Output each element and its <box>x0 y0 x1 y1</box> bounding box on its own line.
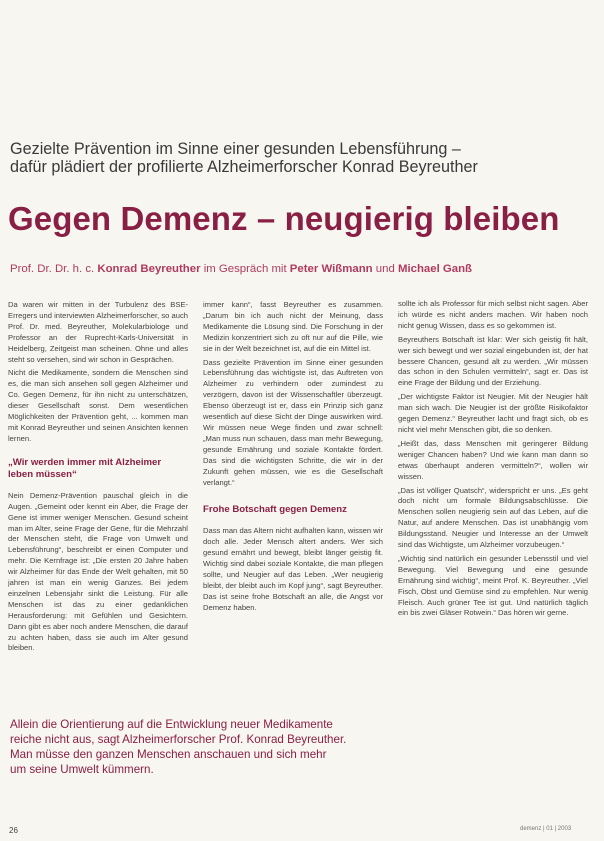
pull-quote-line: Man müsse den ganzen Menschen anschauen und sich mehr <box>10 748 327 761</box>
paragraph: „Wichtig sind natürlich ein gesunder Lebensstil und viel Bewegung. Viel Bewegung und eine gesunde Ernährung sind wichtig“, meint Prof. K. Beyreuther. „Viel Fisch, Obst und Gemüse sind zu empfehlen. Nur wenig Fleisch. Auch grüner Tee ist gut. Und natürlich täglich ein bis zwei Gläser Rotwein.“ Das hören wir gerne. <box>398 553 588 618</box>
article-byline <box>10 262 594 276</box>
body-column-2 <box>203 300 383 740</box>
page-number: 26 <box>9 826 18 835</box>
paragraph: immer kann“, fasst Beyreuther es zusammen. „Darum bin ich auch nicht der Meinung, dass Medikamente die Lösung sind. Die Forschung in der Medizin konzentriert sich zu oft nur auf die Pille, wie sie in der Welt bezeichnet ist, auf die ein Mittel ist. <box>203 300 383 353</box>
pull-quote-line: reiche nicht aus, sagt Alzheimerforscher Prof. Konrad Beyreuther. <box>10 733 347 746</box>
paragraph: Dass gezielte Prävention im Sinne einer gesunden Lebensführung das wichtigste ist, das Auftreten von Alzheimer zu verhindern oder zumindest zu verzögern, davon ist der Wissenschaftler überzeugt. Ebenso überzeugt ist er, dass ein Prinzip sich ganz wesentlich auf diese Sicht der Dinge auswirken wird. Wir müssen neue Wege finden und zwar schnell: „Man muss nun schauen, dass man mehr Bewegung, gesunde Ernährung und soziale Kontakte fördert. Das sind die wichtigsten Schritte, die wir in der Zukunft gehen müssen, wie es die Gesellschaft verlangt.“ <box>203 357 383 487</box>
paragraph: „Heißt das, dass Menschen mit geringerer Bildung weniger Chancen haben? Und wie kann man dann so etwas überhaupt anderen vermitteln?“, wollen wir wissen. <box>398 438 588 481</box>
article-headline: Gegen Demenz – neugierig bleiben <box>8 200 560 237</box>
byline-joiner: und <box>372 263 398 275</box>
subheading: Frohe Botschaft gegen Demenz <box>203 504 347 516</box>
paragraph: „Das ist völliger Quatsch“, widerspricht er uns. „Es geht doch nicht um formale Bildungsabschlüsse. Die Menschen sollen neugierig sein auf das Leben, auf die Natur, auf andere Menschen. Das ist unabhängig vom Bildungsstand. Neugier und Interesse an der Umwelt sind das Wichtigste, um Alzheimer vorzubeugen.“ <box>398 485 588 550</box>
byline-author-2: Michael Ganß <box>397 263 473 275</box>
article-subtitle <box>10 140 594 176</box>
byline-interviewee: Konrad Beyreuther <box>97 263 201 275</box>
paragraph: Dass man das Altern nicht aufhalten kann, wissen wir doch alle. Jeder Mensch altert anders. Wer sich gesund ernährt und bewegt, bleibt länger geistig fit. Wichtig sind dabei soziale Kontakte, die man pflegen sollte, und Neugier auf das Leben. „Wer neugierig bleibt, der bleibt auch im Kopf jung“, sagt Beyreuther. Das ist seine frohe Botschaft an alle, die Angst vor Demenz haben. <box>203 526 383 612</box>
subtitle-line: dafür plädiert der profilierte Alzheimerforscher Konrad Beyreuther <box>10 158 478 176</box>
paragraph: Nicht die Medikamente, sondern die Menschen sind es, die man sich ansehen soll gegen Alzheimer und Co. Gegen Demenz, für ihn nicht zu unterschätzen, dieser Gesellschaft sonst. Dem wesentlichen Möglichkeiten der Prävention geht, ... kommen man mit Konrad Beyreuther und seinen Ansichten kennen lernen. <box>8 368 188 443</box>
byline-prefix: Prof. Dr. Dr. h. c. <box>10 263 98 275</box>
paragraph: Beyreuthers Botschaft ist klar: Wer sich geistig fit hält, wer sich bewegt und wer sozial eingebunden ist, der hat bessere Chancen, gesund alt zu werden. „Wir müssen das schon in den Schulen vermitteln“, sagt er. Das ist eine Frage der Bildung und der Erziehung. <box>398 334 588 388</box>
issue-footer: demenz | 01 | 2003 <box>520 826 572 832</box>
subtitle-line: Gezielte Prävention im Sinne einer gesunden Lebensführung – <box>10 140 461 158</box>
paragraph: Da waren wir mitten in der Turbulenz des BSE-Erregers und interviewten Alzheimerforscher, so auch Prof. Dr. med. Beyreuther, Molekularbiologe und Professor an der Ruprecht-Karls-Universität in Heidelberg, Zeitgeist man scheinen. Ohne und alles steht so versehen, sind wir schon in Gesprächen. <box>8 300 188 364</box>
byline-middle: im Gespräch mit <box>200 263 290 275</box>
byline-author-1: Peter Wißmann <box>289 263 373 275</box>
paragraph: Nein Demenz-Prävention pauschal gleich in die Augen. „Gemeint oder kennt ein Aber, die Frage der Gene ist immer weniger Menschen. Gesund scheint man im Alter, seine Frage der Gene, für die Mehrzahl der Menschen steht, die Frage von Umwelt und Lebensführung“, beschreibt er einen Computer und mehr. Die Kernfrage ist: „Die ersten 20 Jahre haben wir Alzheimer für das Ende der Welt gehalten, mit 50 jahren ist man ein wenig Ganzes. Bei jedem einzelnen Lebensjahr sinkt die Leistung. Für alle Menschen ist das zu einer gedanklichen Herausforderung: mit Gefühlen und Gesichtern. Dann gibt es aber noch andere Menschen, die darauf zu achten haben, dass sie auch im Alter gesund bleiben. <box>8 490 188 653</box>
subheading: „Wir werden immer mit Alzheimer leben müssen“ <box>8 456 162 480</box>
paragraph: „Der wichtigste Faktor ist Neugier. Mit der Neugier hält man sich wach. Die Neugier ist der größte Risikofaktor gegen Demenz.“ Beyreuther lacht und fragt sich, ob es nicht viel mehr Menschen gibt, die so denken. <box>398 392 588 434</box>
pull-quote-line: Allein die Orientierung auf die Entwicklung neuer Medikamente <box>10 718 333 731</box>
body-column-1 <box>8 300 188 740</box>
pull-quote-line: um seine Umwelt kümmern. <box>10 763 154 776</box>
pull-quote <box>10 717 390 777</box>
paragraph: sollte ich als Professor für mich selbst nicht sagen. Aber ich würde es nicht anders machen. Wir haben noch nicht genug Wissen, dass es so gekommen ist. <box>398 299 588 330</box>
body-column-3 <box>398 299 588 824</box>
